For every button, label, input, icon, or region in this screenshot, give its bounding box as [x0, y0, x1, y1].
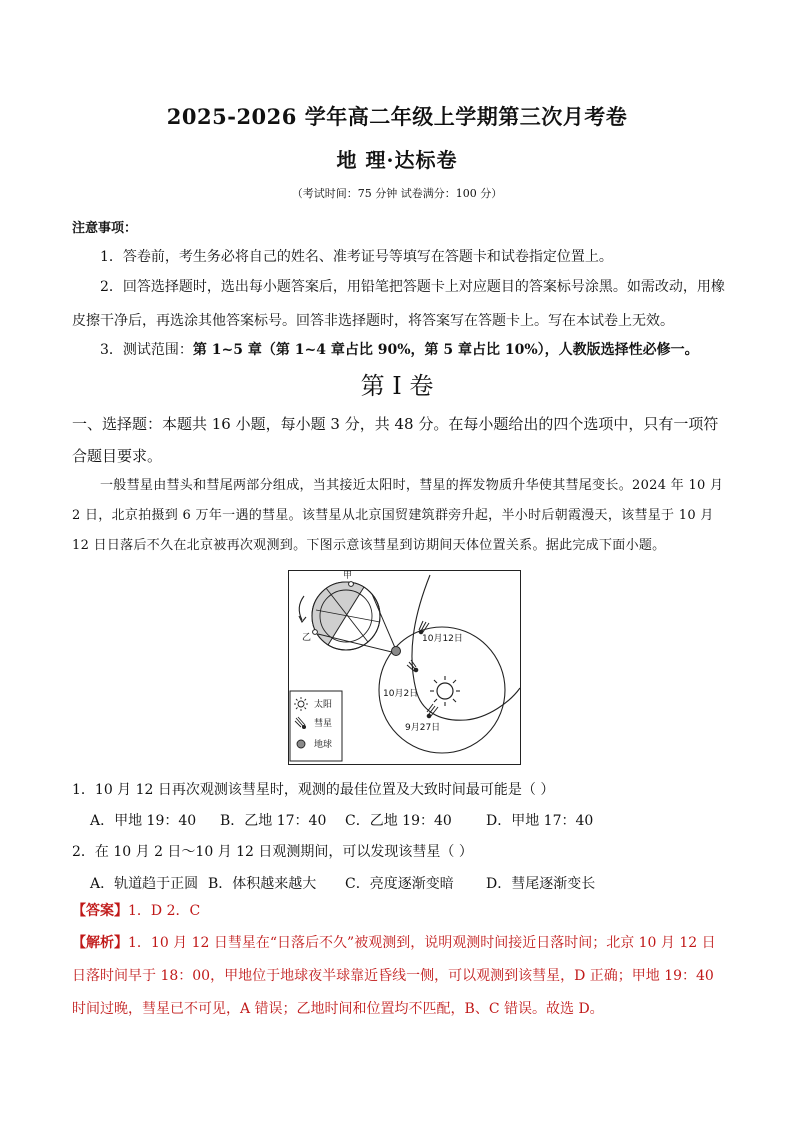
- legend-earth-label: 地球: [314, 740, 333, 750]
- orbit-diagram: [288, 570, 521, 765]
- legend-sun-label: 太阳: [314, 700, 333, 710]
- question-1-option-b: B．乙地 17：40: [220, 813, 327, 829]
- section-instructions: 一、选择题：本题共 16 小题，每小题 3 分，共 48 分。在每小题给出的四个选项中，只有一项符合题目要求。: [72, 415, 719, 465]
- analysis-tag: 【解析】: [72, 935, 128, 951]
- label-oct12: 10月12日: [422, 634, 463, 644]
- note-item-3-prefix: 3．测试范围：: [100, 342, 193, 358]
- note-item-1: 1．答卷前，考生务必将自己的姓名、准考证号等填写在答题卡和试卷指定位置上。: [100, 249, 613, 265]
- label-oct2: 10月2日: [383, 689, 419, 699]
- question-1-option-a: A．甲地 19：40: [90, 813, 197, 829]
- question-2-option-a: A．轨道趋于正圆: [90, 876, 199, 892]
- note-item-3: [72, 333, 727, 367]
- label-sep27: 9月27日: [405, 723, 441, 733]
- question-1-stem: 1．10 月 12 日再次观测该彗星时，观测的最佳位置及大致时间最可能是（ ）: [72, 782, 555, 798]
- exam-title: 2025-2026 学年高二年级上学期第三次月考卷: [166, 104, 628, 129]
- notes-heading: 注意事项：: [72, 221, 138, 236]
- question-1-option-d: D．甲地 17：40: [486, 813, 594, 829]
- analysis-block: [72, 927, 727, 1026]
- analysis-text: 1．10 月 12 日彗星在“日落后不久”被观测到，说明观测时间接近日落时间；北京 10 月 12 日日落时间早于 18：00，甲地位于地球夜半球靠近昏线一侧，可以观测到该彗星，D 正确；甲地 19：40 时间过晚，彗星已不可见，A 错误；乙地时间和位置均不匹配，B、C 错误。故选 D。: [72, 935, 716, 1017]
- answer-line: [72, 900, 200, 920]
- section-title: 第 I 卷: [360, 372, 434, 400]
- reading-passage: 一般彗星由彗头和彗尾两部分组成，当其接近太阳时，彗星的挥发物质升华使其彗尾变长。2024 年 10 月 2 日，北京拍摄到 6 万年一遇的彗星。该彗星从北京国贸建筑群旁升起，半小时后朝霞漫天，该彗星于 10 月 12 日日落后不久在北京被再次观测到。下图示意该彗星到访期间天体位置关系。据此完成下面小题。: [72, 478, 724, 553]
- label-jia: 甲: [343, 571, 353, 581]
- exam-info: （考试时间：75 分钟 试卷满分：100 分）: [291, 187, 503, 200]
- question-2-stem: 2．在 10 月 2 日～10 月 12 日观测期间，可以发现该彗星（ ）: [72, 844, 473, 860]
- legend: [290, 691, 342, 761]
- question-2-option-b: B．体积越来越大: [208, 876, 317, 892]
- legend-earth-icon: [297, 740, 305, 748]
- question-2-option-d: D．彗尾逐渐变长: [486, 876, 596, 892]
- earth-enlarged: [312, 582, 380, 650]
- note-item-2: 2．回答选择题时，选出每小题答案后，用铅笔把答题卡上对应题目的答案标号涂黑。如需改动，用橡皮擦干净后，再选涂其他答案标号。回答非选择题时，将答案写在答题卡上。写在本试卷上无效。: [72, 279, 725, 329]
- answer-text: 1．D 2．C: [128, 903, 201, 919]
- question-1-option-c: C．乙地 19：40: [345, 813, 452, 829]
- legend-comet-label: 彗星: [314, 719, 333, 729]
- answer-tag: 【答案】: [72, 903, 128, 919]
- note-item-3-scope: 第 1~5 章（第 1~4 章占比 90%，第 5 章占比 10%），人教版选择性必修一。: [192, 342, 699, 358]
- label-yi: 乙: [302, 633, 312, 643]
- earth-position-marker: [392, 647, 401, 656]
- exam-subtitle: 地 理·达标卷: [336, 148, 458, 172]
- question-2-option-c: C．亮度逐渐变暗: [345, 876, 454, 892]
